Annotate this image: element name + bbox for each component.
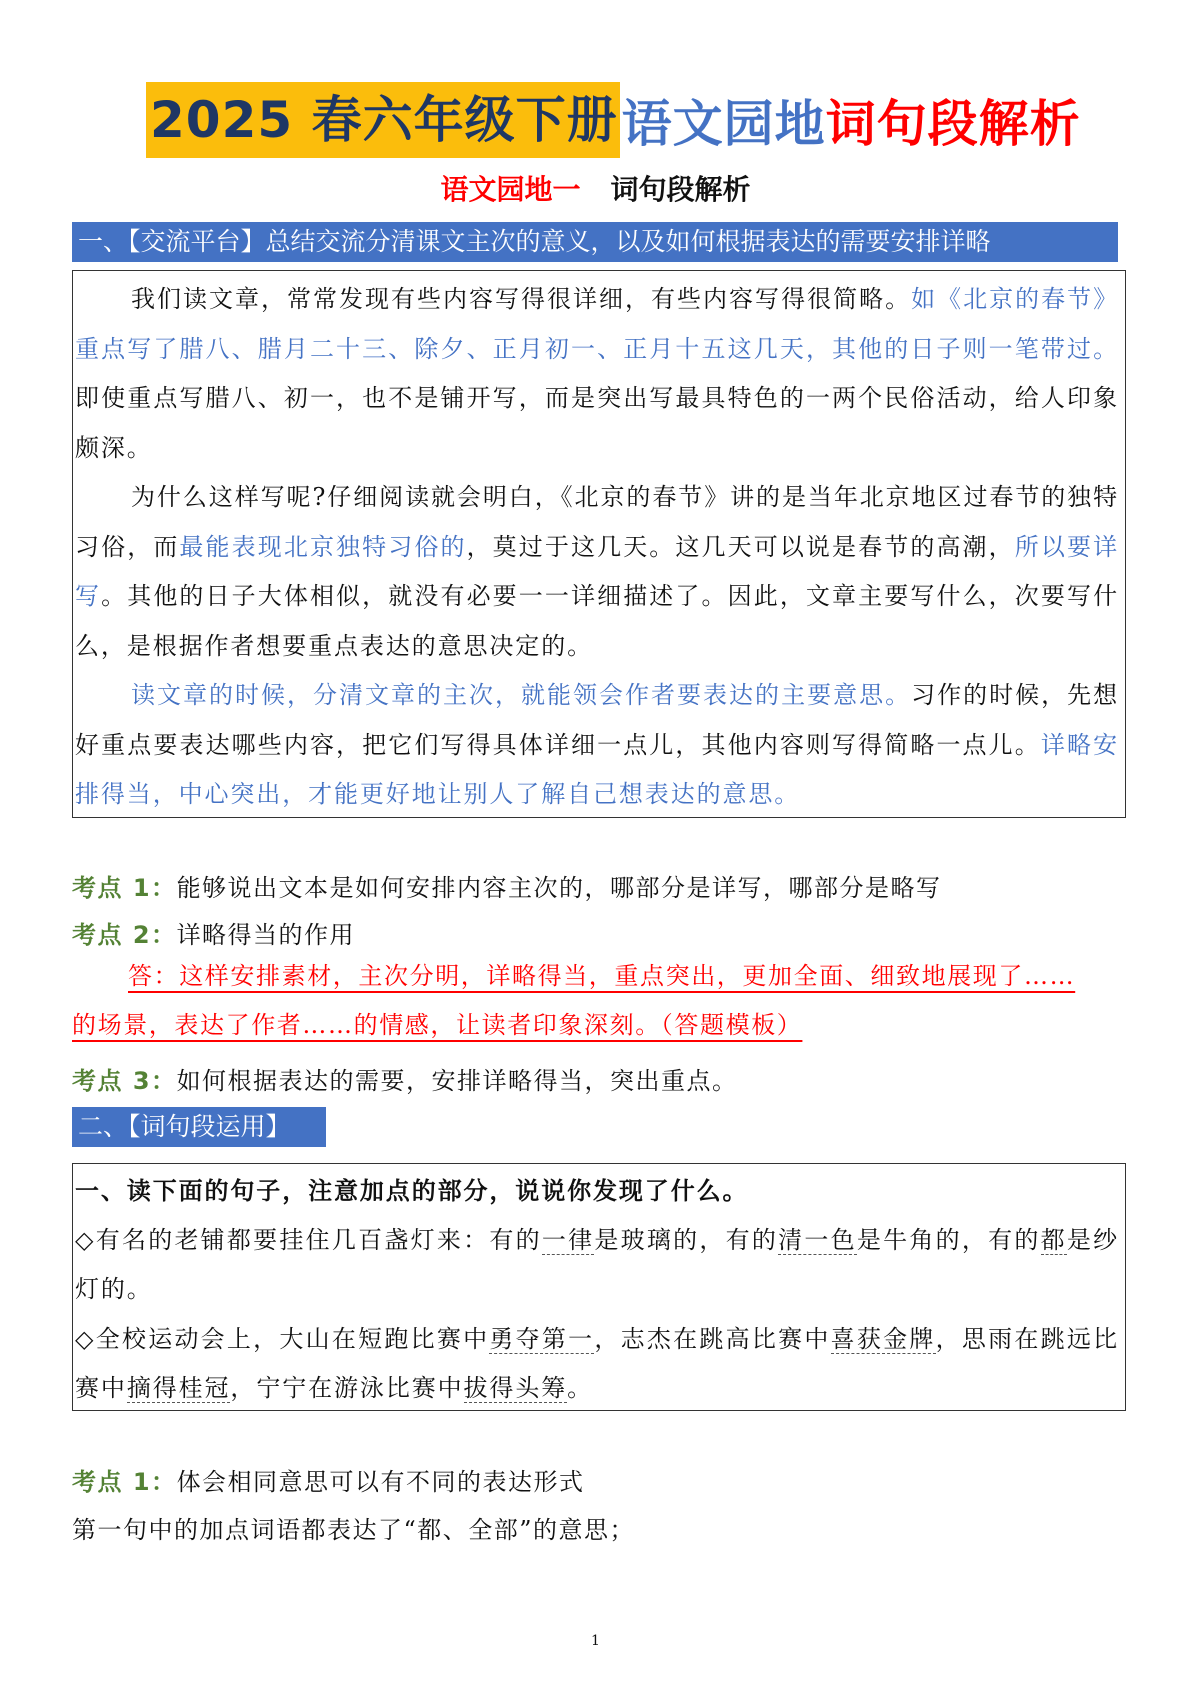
exercise-question: 一、读下面的句子，注意加点的部分，说说你发现了什么。 <box>75 1176 749 1205</box>
text: ◇全校运动会上，大山在短跑比赛中 <box>75 1324 490 1353</box>
title-blue-part: 语文园地 <box>621 95 826 153</box>
kaodian-label: 考点 1： <box>72 1468 177 1496</box>
paragraph-3 <box>75 671 1119 820</box>
section2-kaodian-1 <box>72 1462 585 1497</box>
text: 是牛角的，有的 <box>856 1225 1041 1254</box>
answer-text: 的场景，表达了作者……的情感，让读者印象深刻。（答题模板） <box>72 1011 803 1039</box>
kaodian-3 <box>72 1061 738 1096</box>
text: 。 <box>567 1374 594 1402</box>
kaodian-label: 考点 1： <box>72 874 177 902</box>
subtitle-topic: 词句段解析 <box>610 173 751 206</box>
kaodian-text: 能够说出文本是如何安排内容主次的，哪部分是详写，哪部分是略写 <box>176 874 942 902</box>
text: 习作的时候，先想好重点要表达哪些内容，把它们写得具体详细一点儿，其他内容则写得简略一点儿。 <box>75 681 1119 759</box>
highlighted-text: 详略安排得当，中心突出，才能更好地让别人了解自己想表达的意思。 <box>75 730 1119 808</box>
subtitle-unit: 语文园地一 <box>440 173 581 206</box>
section-heading-word-sentence-usage: 二、【词句段运用】 <box>72 1107 326 1147</box>
exchange-platform-text-box <box>72 270 1126 818</box>
example-sentence-2 <box>75 1315 1119 1414</box>
title-highlighted-part: 2025 春六年级下册 <box>146 82 620 158</box>
text: 我们读文章，常常发现有些内容写得很详细，有些内容写得很简略。 <box>131 285 912 313</box>
text: 为什么这样写呢?仔细阅读就会明白，《北京的春节》讲的是当年北京地区过春节的独特习俗，而 <box>75 483 1119 561</box>
kaodian-label: 考点 3： <box>72 1067 177 1095</box>
dotted-word: 拔得头筹 <box>463 1374 568 1402</box>
text: ◇有名的老铺都要挂住几百盏灯来：有的 <box>75 1225 542 1254</box>
kaodian-2 <box>72 915 355 950</box>
title-red-part: 词句段解析 <box>825 95 1081 153</box>
dotted-word: 喜获金牌 <box>830 1324 936 1353</box>
explanation-note: 第一句中的加点词语都表达了“都、全部”的意思； <box>72 1516 636 1544</box>
highlighted-text: 所以要详写 <box>75 532 1119 610</box>
exercise-box <box>72 1163 1126 1411</box>
section-heading-exchange-platform: 一、【交流平台】总结交流分清课文主次的意义，以及如何根据表达的需要安排详略 <box>72 222 1118 262</box>
kaodian-text: 如何根据表达的需要，安排详略得当，突出重点。 <box>176 1067 738 1095</box>
text: 。其他的日子大体相似，就没有必要一一详细描述了。因此，文章主要写什么，次要写什么，是根据作者想要重点表达的意思决定的。 <box>75 582 1119 660</box>
subtitle <box>0 168 1191 208</box>
kaodian-1 <box>72 868 942 903</box>
dotted-word: 清一色 <box>778 1225 857 1254</box>
answer-text: 答：这样安排素材，主次分明，详略得当，重点突出，更加全面、细致地展现了…… <box>128 962 1076 990</box>
paragraph-2 <box>75 473 1119 671</box>
text: ，宁宁在游泳比赛中 <box>230 1374 464 1402</box>
highlighted-text: 读文章的时候，分清文章的主次，就能领会作者要表达的主要意思。 <box>131 681 912 709</box>
document-title <box>146 82 1081 158</box>
kaodian-label: 考点 2： <box>72 921 177 949</box>
example-sentence-1 <box>75 1216 1119 1315</box>
highlighted-text: 如《北京的春节》重点写了腊八、腊月二十三、除夕、正月初一、正月十五这几天，其他的日子则一笔带过。 <box>75 285 1119 363</box>
text: 是玻璃的，有的 <box>594 1225 779 1254</box>
text: ，志杰在跳高比赛中 <box>594 1324 831 1353</box>
paragraph-1 <box>75 275 1119 473</box>
highlighted-text: 最能表现北京独特习俗的 <box>179 532 467 561</box>
text: ，思雨在跳远比赛中 <box>75 1324 1119 1402</box>
text: 即使重点写腊八、初一，也不是铺开写，而是突出写最具特色的一两个民俗活动，给人印象颇深。 <box>75 384 1119 462</box>
kaodian-text: 详略得当的作用 <box>176 921 356 949</box>
dotted-word: 一律 <box>541 1225 595 1254</box>
kaodian-text: 体会相同意思可以有不同的表达形式 <box>176 1468 585 1496</box>
answer-template-line-2 <box>72 1001 1122 1050</box>
page-number: 1 <box>591 1633 600 1649</box>
text: ，莫过于这几天。这几天可以说是春节的高潮， <box>466 532 1015 561</box>
answer-template-line-1 <box>72 952 1178 1001</box>
dotted-word: 都 <box>1040 1225 1067 1254</box>
dotted-word: 勇夺第一 <box>489 1324 595 1353</box>
text: 是纱灯的。 <box>75 1225 1120 1303</box>
dotted-word: 摘得桂冠 <box>126 1374 231 1402</box>
